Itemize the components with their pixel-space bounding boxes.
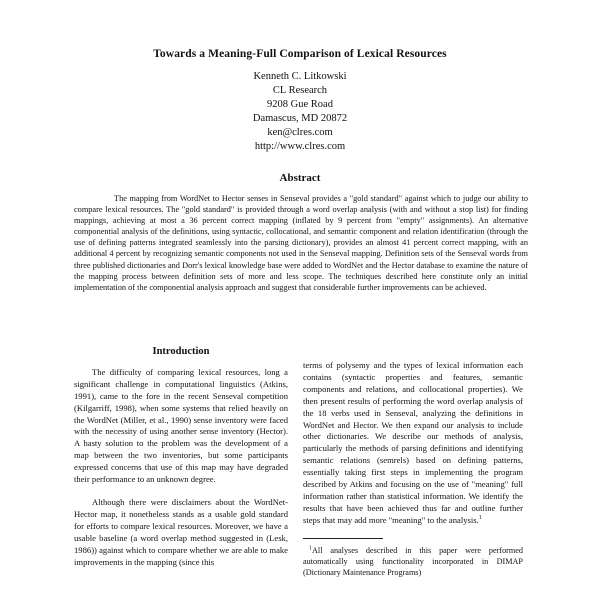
footnote-divider (303, 538, 383, 539)
left-column (74, 346, 288, 579)
author-name: Kenneth C. Litkowski (253, 71, 347, 82)
footnote (303, 545, 523, 578)
author-street: 9208 Gue Road (267, 99, 333, 110)
footnote-text: All analyses described in this paper were performed automatically using functionality incorporated in DIMAP (Dictionary Maintenance Programs) (303, 545, 523, 577)
abstract-text: The mapping from WordNet to Hector senses in Senseval provides a "gold standard" against which to judge our ability to compare lexical resources. The "gold standard" is provided through a word overlap analysis (with and without a stop list) for finding mappings, achieving at most a 36 percent correct mapping (inflated by 9 percent from "empty" assignments). An alternative componential analysis of the definitions, using syntactic, collocational, and semantic component and relation identification (through the use of defining patterns integrated seamlessly into the parsing dictionary), provides an almost 41 percent correct mapping, with an additional 4 percent by recognizing semantic components not used in the Senseval mapping. Definition sets of the Senseval words from three published dictionaries and Dorr's lexical knowledge base were added to WordNet and the Hector database to examine the nature of the mapping process between definition sets of more and less scope. The techniques described here constitute only an initial implementation of the componential analysis approach and suggest that considerable further improvements can be achieved. (74, 194, 528, 292)
footnote-marker: 1 (309, 544, 312, 551)
author-city: Damascus, MD 20872 (252, 113, 348, 124)
abstract (74, 193, 528, 293)
author-block (0, 70, 600, 154)
introduction-paragraph-1: The difficulty of comparing lexical resources, long a significant challenge in computational linguistics (Atkins, 1991), came to the fore in the recent Senseval competition (Kilgarriff, 1998), when some systems that relied heavily on the WordNet (Miller, et al., 1990) sense inventory were faced with the necessity of using another sense inventory (Hector). A hasty solution to the problem was the development of a map between the two inventories, but some participants expressed concerns that use of this map may have degraded their performance to an unknown degree. (74, 366, 288, 485)
introduction-heading: Introduction (152, 346, 210, 357)
introduction-continuation (303, 360, 523, 527)
author-email: ken@clres.com (267, 127, 333, 138)
author-web: http://www.clres.com (254, 141, 346, 152)
abstract-heading: Abstract (279, 172, 321, 184)
footnote-reference: 1 (478, 514, 482, 521)
introduction-continuation-text: terms of polysemy and the types of lexical information each contains (syntactic properties and features, semantic components and relations, and collocational properties). We then present results of performing the word overlap analysis of the 18 verbs used in Senseval, analyzing the definitions in WordNet and Hector. We then expand our analysis to include other dictionaries. We describe our methods of analysis, particularly the methods of parsing definitions and identifying semantic relations (semrels) based on defining patterns, essentially taking first steps in implementing the program described by Atkins and focusing on the use of "meaning" full information rather than statistical information. We identify the results that have been achieved thus far and outline further steps that may add more "meaning" to the analysis. (303, 360, 523, 525)
paper-title: Towards a Meaning-Full Comparison of Lexical Resources (153, 48, 447, 60)
author-organization: CL Research (272, 85, 328, 96)
right-column (303, 360, 523, 589)
introduction-paragraph-2: Although there were disclaimers about the WordNet-Hector map, it nonetheless stands as a usable gold standard for efforts to compare lexical resources. Moreover, we have a usable baseline (a word overlap method suggested in (Lesk, 1986)) against which to compare whether we are able to make improvements in the mapping (since this (74, 496, 288, 567)
